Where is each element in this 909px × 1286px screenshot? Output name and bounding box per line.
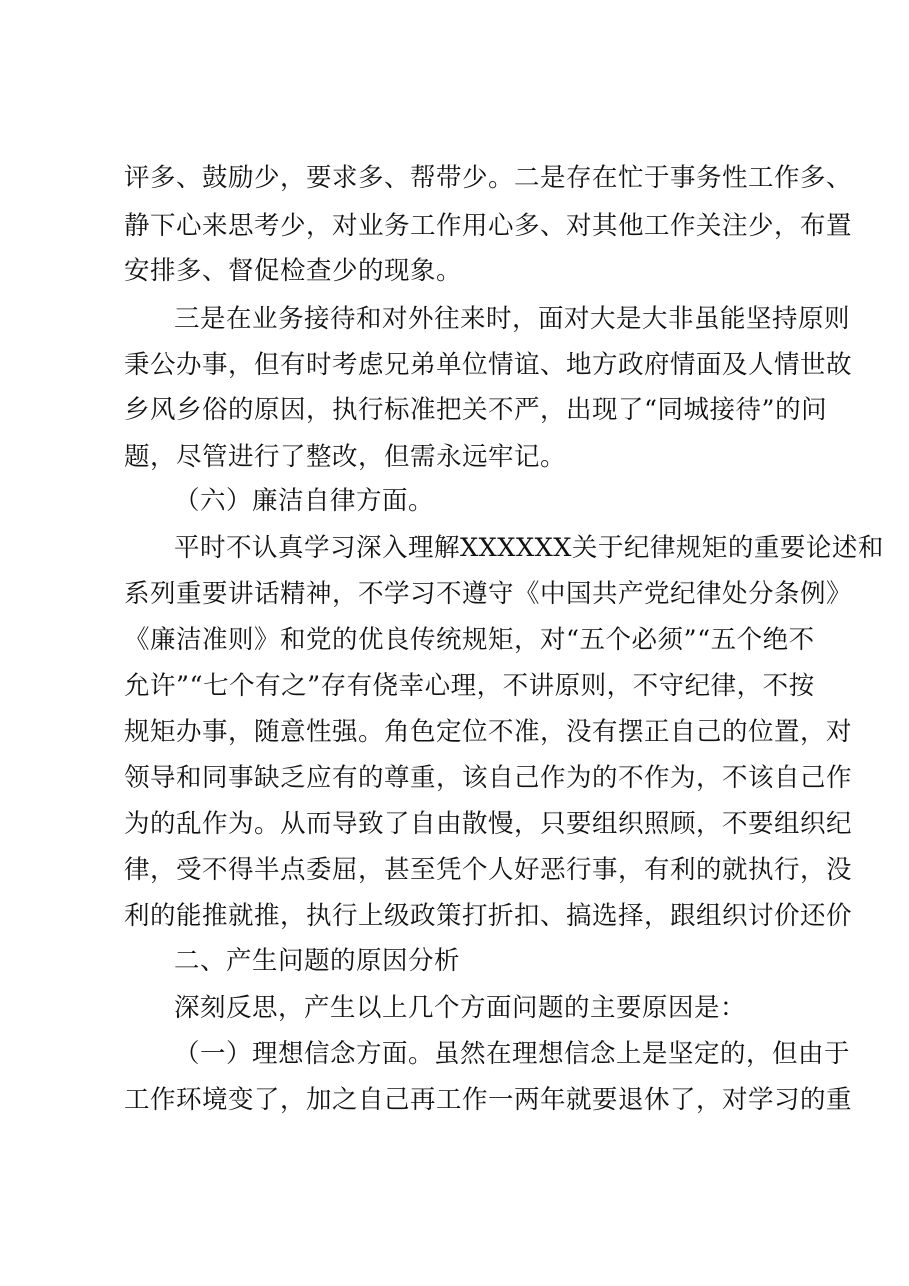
text-line: 安排多、督促检查少的现象。 <box>124 256 463 286</box>
paragraph-first-line: 平时不认真学习深入理解XXXXXX关于纪律规矩的重要论述和 <box>174 533 884 563</box>
section-heading: （六）廉洁自律方面。 <box>174 486 435 516</box>
text-line: 静下心来思考少，对业务工作用心多、对其他工作关注少，布置 <box>124 211 853 241</box>
text-line: 领导和同事缺乏应有的尊重，该自己作为的不作为，不该自己作 <box>124 763 853 793</box>
text-line: 利的能推就推，执行上级政策打折扣、搞选择，跟组织讨价还价 <box>124 901 853 931</box>
section-heading: 二、产生问题的原因分析 <box>174 946 461 976</box>
text-line: 允许”“七个有之”存有侥幸心理，不讲原则，不守纪律，不按 <box>124 671 815 701</box>
text-line: 规矩办事，随意性强。角色定位不准，没有摆正自己的位置，对 <box>124 717 853 747</box>
text-line: 深刻反思，产生以上几个方面问题的主要原因是： <box>174 993 747 1023</box>
text-line: 律，受不得半点委屈，甚至凭个人好恶行事，有利的就执行，没 <box>124 855 853 885</box>
text-line: 秉公办事，但有时考虑兄弟单位情谊、地方政府情面及人情世故 <box>124 350 853 380</box>
text-line: 乡风乡俗的原因，执行标准把关不严，出现了“同城接待”的问 <box>124 395 828 425</box>
text-line: 为的乱作为。从而导致了自由散慢，只要组织照顾，不要组织纪 <box>124 809 853 839</box>
text-line: 题，尽管进行了整改，但需永远牢记。 <box>124 442 567 472</box>
text-line: 《廉洁准则》和党的优良传统规矩，对“五个必须”“五个绝不 <box>124 625 815 655</box>
paragraph-first-line: 三是在业务接待和对外往来时，面对大是大非虽能坚持原则 <box>174 304 851 334</box>
text-line: 评多、鼓励少，要求多、帮带少。二是存在忙于事务性工作多、 <box>124 163 853 193</box>
text-line: 系列重要讲话精神，不学习不遵守《中国共产党纪律处分条例》 <box>124 579 853 609</box>
paragraph-first-line: （一）理想信念方面。虽然在理想信念上是坚定的，但由于 <box>174 1039 851 1069</box>
text-line: 工作环境变了，加之自己再工作一两年就要退休了，对学习的重 <box>124 1085 853 1115</box>
